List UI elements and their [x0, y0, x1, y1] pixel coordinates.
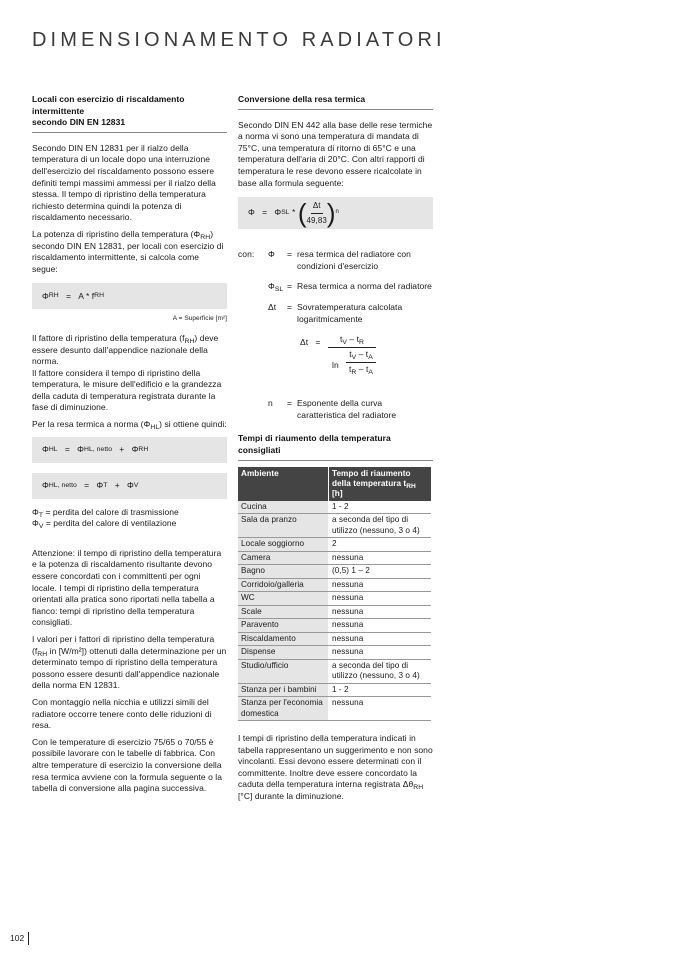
- cell-time: nessuna: [329, 578, 432, 592]
- reheat-time-table: [238, 467, 431, 722]
- table-row: [238, 551, 431, 565]
- section-heading-intermittent: Locali con esercizio di riscaldamento intermittente secondo DIN EN 12831: [32, 94, 227, 133]
- table-row: [238, 501, 431, 514]
- cell-room: Cucina: [238, 501, 329, 514]
- paragraph: Per la resa termica a norma $(\Phi_{HL})$ si ottiene quindi:: [32, 419, 227, 432]
- cell-room: Riscaldamento: [238, 632, 329, 646]
- table-header-row: [238, 467, 431, 501]
- cell-room: Scale: [238, 605, 329, 619]
- table-row: [238, 565, 431, 579]
- column-header-time: Tempo di riaumento della temperatura $t_{RH}$ [h]: [329, 467, 432, 501]
- cell-time: nessuna: [329, 551, 432, 565]
- paragraph: I valori per i fattori di ripristino della temperatura ($f_{RH}$ in [W/m²]) ottenuti dalla determinazione per un determinato tempo di ripristino della temperatura possono essere desunti dall'appendice nazionale della norma EN 12831.: [32, 634, 227, 691]
- right-column: [238, 94, 433, 808]
- cell-time: a seconda del tipo di utilizzo (nessuno, 3 o 4): [329, 514, 432, 538]
- paragraph: Con montaggio nella nicchia e utilizzi simili del radiatore occorre tenere conto delle riduzioni di resa.: [32, 696, 212, 731]
- column-header-ambiente: Ambiente: [238, 467, 329, 501]
- paragraph: Secondo DIN EN 442 alla base delle rese termiche a norma vi sono una temperatura di mandata di 75°C, una temperatura di ritorno di 65°C e una temperatura dell'aria di 20°C. Con altri rapporti di temperatura le rese devono essere ricalcolate in base alla formula seguente:: [238, 119, 433, 188]
- page-title: DIMENSIONAMENTO RADIATORI: [32, 29, 446, 51]
- def-row: n = Esponente della curva caratteristica del radiatore: [268, 398, 397, 420]
- paragraph: Il fattore considera il tempo di ripristino della temperatura, le misure dell'edificio e la grandezza della caduta di temperatura registrata durante la fase di diminuzione.: [32, 367, 222, 413]
- def-row: $\Phi_{SL}$ = Resa termica a norma del radiatore: [268, 281, 432, 294]
- symbol-definitions: $\Phi_T$ = perdita del calore di trasmissione $\Phi_V$ = perdita del calore di ventilazione: [32, 506, 179, 531]
- table-row: [238, 659, 431, 683]
- fraction: $\frac{\Delta t}{49,83}$: [306, 201, 327, 225]
- cell-time: nessuna: [329, 632, 432, 646]
- cell-time: (0,5) 1 – 2: [329, 565, 432, 579]
- cell-room: Studio/ufficio: [238, 659, 329, 683]
- delta-t-formula: Δt = $t_V - t_R$ ln $t_V - t_A$ $t_R - t_A$: [300, 334, 433, 392]
- table-row: [238, 538, 431, 552]
- right-paren: ): [326, 198, 336, 229]
- table-row: [238, 514, 431, 538]
- cell-room: Camera: [238, 551, 329, 565]
- cell-time: nessuna: [329, 619, 432, 633]
- formula-box-conversion: Φ = Φ SL * ( $\frac{\Delta t}{49,83}$ ) n: [238, 197, 433, 229]
- cell-time: 2: [329, 538, 432, 552]
- cell-time: 1 - 2: [329, 501, 432, 514]
- table-row: [238, 605, 431, 619]
- paragraph: I tempi di ripristino della temperatura indicati in tabella rappresentano un suggerimento e non sono vincolanti. Essi devono essere determinati con il committente. Inoltre deve essere concordato la caduta della temperatura interna registrata $\Delta\theta_{RH}$ [°C] durante la diminuzione.: [238, 733, 433, 801]
- left-column: [32, 94, 227, 800]
- formula-note: A = Superficie [m²]: [172, 315, 227, 323]
- cell-room: WC: [238, 592, 329, 606]
- formula-box-hl: Φ HL = Φ HL, netto + Φ RH: [32, 437, 227, 463]
- formula-box-rh: Φ RH = A * f RH: [32, 283, 227, 309]
- paragraph: Il fattore di ripristino della temperatura $(f_{RH})$ deve essere desunto dall'appendice nazionale della norma.: [32, 332, 219, 367]
- page-number: 102: [10, 932, 29, 945]
- table-row: [238, 619, 431, 633]
- table-row: [238, 592, 431, 606]
- formula-box-hl-netto: Φ HL, netto = Φ T + Φ V: [32, 473, 227, 499]
- cell-room: Bagno: [238, 565, 329, 579]
- cell-room: Stanza per i bambini: [238, 683, 329, 697]
- cell-room: Sala da pranzo: [238, 514, 329, 538]
- paragraph: Con le temperature di esercizio 75/65 o 70/55 è possibile lavorare con le tabelle di fabbrica. Con altre temperature di esercizio la conversione della resa termica avviene con la formula seguente o la tabella di conversione alla pagina successiva.: [32, 736, 223, 794]
- cell-room: Corridoio/galleria: [238, 578, 329, 592]
- left-paren: (: [297, 198, 307, 229]
- paragraph: La potenza di ripristino della temperatura $(\Phi_{RH})$ secondo DIN EN 12831, per locali con esercizio di riscaldamento intermittente, si calcola come segue:: [32, 228, 224, 274]
- paragraph: Secondo DIN EN 12831 per il rialzo della temperatura di un locale dopo una interruzione dell'esercizio del riscaldamento possono essere definiti tempi massimi ammessi per il rialzo della stessa. Il tempo di ripristino della temperatura richiesto determina quindi la potenza di riscaldamento necessario.: [32, 142, 216, 223]
- cell-time: nessuna: [329, 605, 432, 619]
- cell-room: Stanza per l'economia domestica: [238, 697, 329, 721]
- cell-time: a seconda del tipo di utilizzo (nessuno, 3 o 4): [329, 659, 432, 683]
- exponent: n: [335, 209, 339, 216]
- section-heading-table: Tempi di riaumento della temperatura consigliati: [238, 433, 433, 460]
- def-row: con: Φ = resa termica del radiatore con condizioni d'esercizio: [238, 249, 411, 271]
- cell-room: Locale soggiorno: [238, 538, 329, 552]
- paragraph: Attenzione: il tempo di ripristino della temperatura e la potenza di riscaldamento risultante devono essere concordati con i committenti per ogni locale. I tempi di ripristino della temperatura orientati alla pratica sono riportati nella tabella a fianco: tempi di ripristino della temperatura consigliati.: [32, 547, 222, 628]
- section-heading-conversion: Conversione della resa termica: [238, 94, 433, 110]
- variable-definitions: [238, 249, 433, 421]
- cell-room: Dispense: [238, 646, 329, 660]
- cell-room: Paravento: [238, 619, 329, 633]
- cell-time: nessuna: [329, 697, 432, 721]
- table-row: [238, 632, 431, 646]
- table-row: [238, 683, 431, 697]
- table-row: [238, 697, 431, 721]
- cell-time: nessuna: [329, 592, 432, 606]
- cell-time: nessuna: [329, 646, 432, 660]
- table-row: [238, 646, 431, 660]
- def-row: Δt = Sovratemperatura calcolata logaritmicamente: [268, 301, 403, 324]
- table-row: [238, 578, 431, 592]
- cell-time: 1 - 2: [329, 683, 432, 697]
